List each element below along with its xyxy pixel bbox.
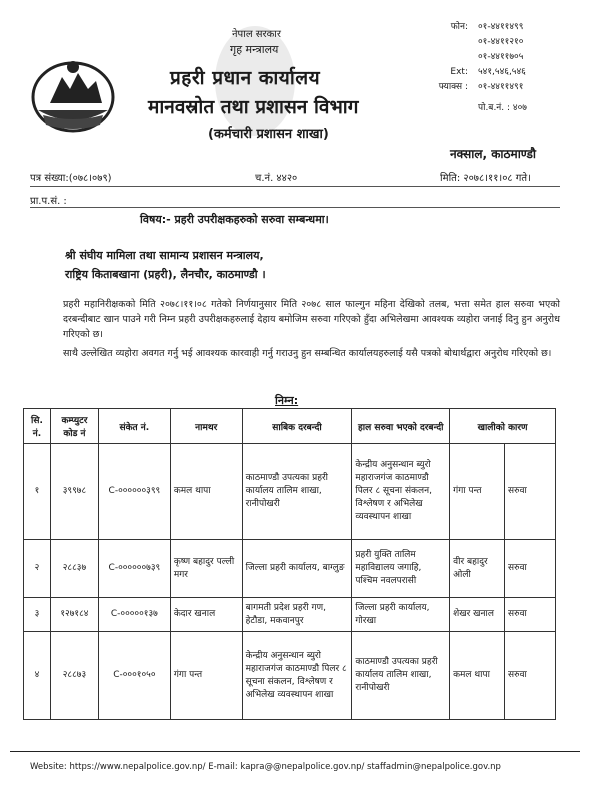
cell-code: २८८७३	[50, 632, 98, 720]
dispatch-number: च.नं. ४४२०	[255, 173, 298, 184]
header-department: मानवस्रोत तथा प्रशासन विभाग	[148, 96, 359, 118]
phone-1: ०१-४४११४९९	[478, 22, 524, 32]
table-row	[24, 598, 556, 632]
cell-reason: सरुवा	[505, 632, 556, 720]
cell-name: केदार खनाल	[170, 598, 242, 632]
phone-label: फोन:	[450, 22, 468, 32]
cell-name: गंगा पन्त	[170, 632, 242, 720]
subject-line: विषय:- प्रहरी उपरीक्षकहरुको सरुवा सम्बन्धमा।	[140, 213, 329, 226]
header-sanket: संकेत नं.	[98, 409, 170, 444]
cell-new-post: प्रहरी युक्ति तालिम महाविद्यालय जगाहि, पश्चिम नवलपरासी	[352, 540, 450, 598]
divider	[30, 186, 560, 187]
cell-old-post: जिल्ला प्रहरी कार्यालय, बाग्लुङ	[242, 540, 352, 598]
table-header-row	[24, 409, 556, 444]
prapsa-label: प्रा.प.सं. :	[30, 196, 67, 207]
cell-name: कमल थापा	[170, 444, 242, 540]
table-row	[24, 632, 556, 720]
header-vacancy-reason: खालीको कारण	[450, 409, 556, 444]
footer-contact: Website: https://www.nepalpolice.gov.np/ E-mail: kapra@@nepalpolice.gov.np/ staffadmin@nepalpolice.gov.np	[30, 762, 501, 772]
cell-reason: सरुवा	[505, 598, 556, 632]
cell-sanket: C-००००००७३९	[98, 540, 170, 598]
ext-value: ५४१,५४६,५४६	[478, 67, 526, 77]
header-section: (कर्मचारी प्रशासन शाखा)	[208, 127, 329, 142]
reference-number: पत्र संख्या:(०७८।०७९)	[30, 173, 112, 184]
cell-reason: सरुवा	[505, 540, 556, 598]
phone-2: ०१-४४११२१०	[478, 37, 524, 47]
table-row	[24, 540, 556, 598]
cell-vacancy-name: कमल थापा	[450, 632, 505, 720]
header-name: नामथर	[170, 409, 242, 444]
header-new-post: हाल सरुवा भएको दरबन्दी	[352, 409, 450, 444]
contact-block	[400, 20, 588, 116]
cell-sanket: C-००००००३९९	[98, 444, 170, 540]
header-gov: नेपाल सरकार	[232, 29, 281, 40]
cell-code: ३९९७८	[50, 444, 98, 540]
cell-sn: ३	[24, 598, 51, 632]
cell-sanket: C-०००००१३७	[98, 598, 170, 632]
cell-old-post: बागमती प्रदेश प्रहरी गण, हेटौडा, मकवानपुर	[242, 598, 352, 632]
paragraph-2: साथै उल्लेखित व्यहोरा अवगत गर्नु भई आवश्यक कारवाही गर्नु गराउनु हुन सम्बन्धित कार्यालयहरुलाई यसै पत्रको बोधार्थद्वारा अनुरोध गरिएको छ।	[63, 348, 552, 359]
pobox: पो.ब.नं. : ४०७	[478, 103, 527, 113]
header-office: प्रहरी प्रधान कार्यालय	[170, 67, 321, 89]
table-row	[24, 444, 556, 540]
transfer-table	[23, 408, 556, 720]
cell-vacancy-name: शेखर खनाल	[450, 598, 505, 632]
cell-name: कृष्ण बहादुर पल्ली मगर	[170, 540, 242, 598]
divider	[30, 207, 560, 208]
cell-sn: १	[24, 444, 51, 540]
fax-label: फ्याक्स :	[438, 82, 468, 92]
cell-old-post: काठमाण्डौ उपत्यका प्रहरी कार्यालय तालिम शाखा, रानीपोखरी	[242, 444, 352, 540]
cell-new-post: काठमाण्डौ उपत्यका प्रहरी कार्यालय तालिम शाखा, रानीपोखरी	[352, 632, 450, 720]
cell-sanket: C-०००१०५०	[98, 632, 170, 720]
header-code: कम्प्युटर कोड नं	[50, 409, 98, 444]
cell-new-post: जिल्ला प्रहरी कार्यालय, गोरखा	[352, 598, 450, 632]
letter-body	[63, 297, 560, 365]
cell-reason: सरुवा	[505, 444, 556, 540]
letter-date: मिति: २०७८।११।०८ गते।	[440, 173, 531, 184]
paragraph-1: प्रहरी महानिरीक्षकको मिति २०७८।११।०८ गतेको निर्णयानुसार मिति २०७८ साल फाल्गुन महिना देखिको तलब, भत्ता समेत हाल सरुवा भएको दरबन्दीबाट खान पाउने गरी निम्न प्रहरी उपरीक्षकहरुलाई देहाय बमोजिम सरुवा गरिएको हुँदा अभिलेखमा आवश्यक व्यहोरा जनाई दिनु हुन अनुरोध गरिएको छ।	[63, 299, 560, 340]
header-sn: सि. नं.	[24, 409, 51, 444]
nepal-emblem-icon	[28, 55, 118, 135]
location: नक्साल, काठमाण्डौ	[450, 147, 537, 161]
phone-3: ०१-४४११७०५	[478, 52, 524, 62]
cell-old-post: केन्द्रीय अनुसन्धान ब्युरो महाराजगंज काठमाण्डौ पिलर ८ सूचना संकलन, विश्लेषण र अभिलेख व्यवस्थापन शाखा	[242, 632, 352, 720]
cell-sn: ४	[24, 632, 51, 720]
fax-value: ०१-४४११४९१	[478, 82, 524, 92]
cell-code: २८८३७	[50, 540, 98, 598]
footer-divider	[10, 751, 580, 752]
cell-vacancy-name: वीर बहादुर ओली	[450, 540, 505, 598]
header-old-post: साबिक दरबन्दी	[242, 409, 352, 444]
table-title: निम्न:	[275, 394, 299, 407]
cell-code: १२७१८४	[50, 598, 98, 632]
cell-sn: २	[24, 540, 51, 598]
header-ministry: गृह मन्त्रालय	[230, 43, 279, 56]
addressee-line-2: राष्ट्रिय किताबखाना (प्रहरी), लैनचौर, काठमाण्डौ ।	[65, 268, 266, 281]
ext-label: Ext:	[450, 67, 468, 77]
addressee-line-1: श्री संघीय मामिला तथा सामान्य प्रशासन मन्त्रालय,	[65, 249, 264, 262]
cell-vacancy-name: गंगा पन्त	[450, 444, 505, 540]
cell-new-post: केन्द्रीय अनुसन्धान ब्युरो महाराजगंज काठमाण्डौ पिलर ८ सूचना संकलन, विश्लेषण र अभिलेख व्यवस्थापन शाखा	[352, 444, 450, 540]
